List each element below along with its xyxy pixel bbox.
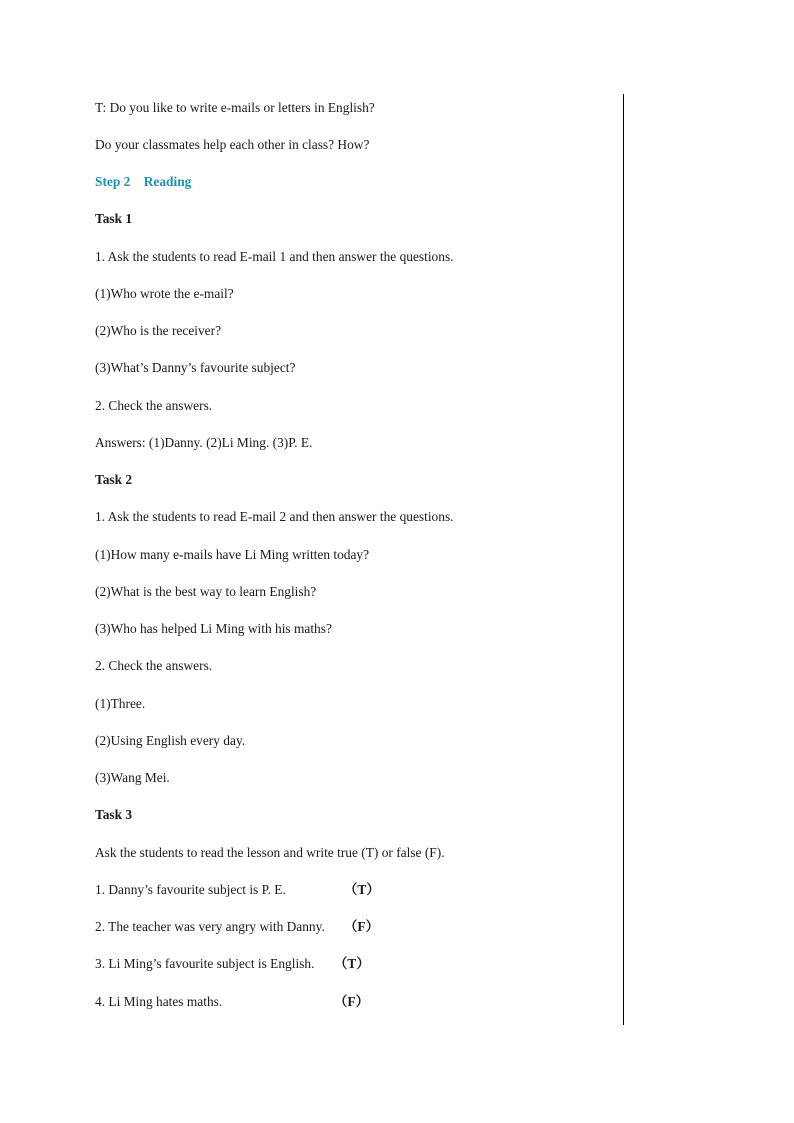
task1-check: 2. Check the answers. — [95, 398, 213, 413]
task3-instruction: Ask the students to read the lesson and write true (T) or false (F). — [95, 845, 445, 860]
task2-check: 2. Check the answers. — [95, 658, 213, 673]
task3-statement: 1. Danny’s favourite subject is P. E. — [95, 882, 286, 897]
task2-answer: (3)Wang Mei. — [95, 770, 170, 785]
task3-mark: （F） — [344, 919, 379, 934]
task1-instruction: 1. Ask the students to read E-mail 1 and then answer the questions. — [95, 249, 454, 264]
task3-mark: （T） — [334, 956, 370, 971]
task3-statement: 3. Li Ming’s favourite subject is English. — [95, 956, 315, 971]
task3-mark: （F） — [334, 994, 369, 1009]
task2-question: (3)Who has helped Li Ming with his maths? — [95, 621, 332, 636]
task1-question: (2)Who is the receiver? — [95, 323, 222, 338]
task2-title: Task 2 — [95, 472, 133, 487]
task2-instruction: 1. Ask the students to read E-mail 2 and then answer the questions. — [95, 509, 454, 524]
task2-question: (2)What is the best way to learn English? — [95, 584, 317, 599]
task3-title: Task 3 — [95, 807, 133, 822]
step2-heading: Step 2 Reading — [95, 174, 192, 189]
task2-answer: (1)Three. — [95, 696, 146, 711]
task1-question: (1)Who wrote the e-mail? — [95, 286, 234, 301]
task3-mark: （T） — [344, 882, 380, 897]
task3-statement: 2. The teacher was very angry with Danny. — [95, 919, 325, 934]
task2-question: (1)How many e-mails have Li Ming written today? — [95, 547, 370, 562]
intro-line-2: Do your classmates help each other in class? How? — [95, 137, 370, 152]
margin-rule — [623, 94, 624, 1025]
task1-answers: Answers: (1)Danny. (2)Li Ming. (3)P. E. — [95, 435, 313, 450]
intro-line-1: T: Do you like to write e-mails or letters in English? — [95, 100, 375, 115]
task1-question: (3)What’s Danny’s favourite subject? — [95, 360, 296, 375]
task3-statement: 4. Li Ming hates maths. — [95, 994, 223, 1009]
task1-title: Task 1 — [95, 211, 133, 226]
task2-answer: (2)Using English every day. — [95, 733, 246, 748]
